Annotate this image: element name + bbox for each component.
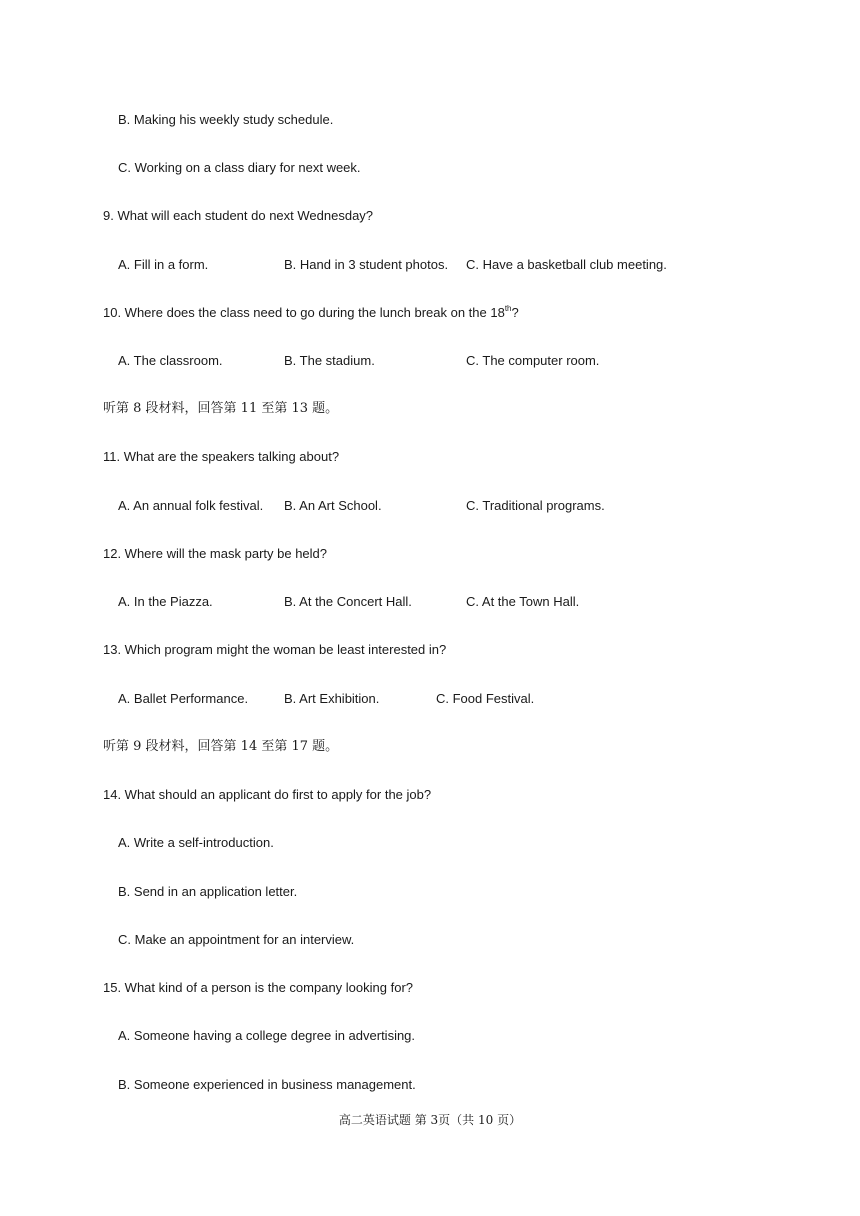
q11-question: 11. What are the speakers talking about?: [103, 449, 340, 464]
q10-option-a: A. The classroom.: [118, 353, 223, 368]
q10-question: [103, 305, 519, 321]
q13-option-b: B. Art Exhibition.: [284, 691, 380, 706]
q10-option-b: B. The stadium.: [284, 353, 375, 368]
q10-option-c: C. The computer room.: [466, 353, 600, 368]
q12-option-a: A. In the Piazza.: [118, 594, 213, 609]
q12-option-b: B. At the Concert Hall.: [284, 594, 412, 609]
page-footer: 高二英语试题 第 3页（共 10 页）: [338, 1113, 522, 1127]
q9-option-c: C. Have a basketball club meeting.: [466, 257, 667, 272]
q14-option-b: B. Send in an application letter.: [118, 884, 298, 899]
section-9-instruction: 听第 9 段材料，回答第 14 至第 17 题。: [103, 739, 339, 754]
q14-option-a: A. Write a self-introduction.: [118, 835, 274, 850]
section-8-instruction: 听第 8 段材料，回答第 11 至第 13 题。: [103, 401, 339, 416]
q8-option-c: C. Working on a class diary for next week.: [118, 160, 361, 175]
q11-option-b: B. An Art School.: [284, 498, 382, 513]
q11-option-c: C. Traditional programs.: [466, 498, 605, 513]
q12-question: 12. Where will the mask party be held?: [103, 546, 327, 561]
q15-option-a: A. Someone having a college degree in advertising.: [118, 1028, 416, 1043]
q15-question: 15. What kind of a person is the company looking for?: [103, 980, 414, 995]
q13-option-c: C. Food Festival.: [436, 691, 535, 706]
q14-option-c: C. Make an appointment for an interview.: [118, 932, 355, 947]
q14-question: 14. What should an applicant do first to apply for the job?: [103, 787, 432, 802]
q8-option-b: B. Making his weekly study schedule.: [118, 112, 334, 127]
q10-question-end: ?: [511, 305, 519, 320]
q13-option-a: A. Ballet Performance.: [118, 691, 249, 706]
q12-option-c: C. At the Town Hall.: [466, 594, 580, 609]
q9-option-b: B. Hand in 3 student photos.: [284, 257, 449, 272]
q11-option-a: A. An annual folk festival.: [118, 498, 264, 513]
q9-question: 9. What will each student do next Wednesday?: [103, 208, 374, 223]
q10-question-text: 10. Where does the class need to go during the lunch break on the 18: [103, 305, 505, 320]
q9-option-a: A. Fill in a form.: [118, 257, 209, 272]
q13-question: 13. Which program might the woman be least interested in?: [103, 642, 447, 657]
q15-option-b: B. Someone experienced in business management.: [118, 1077, 416, 1092]
q10-question-superscript: th: [504, 304, 512, 313]
